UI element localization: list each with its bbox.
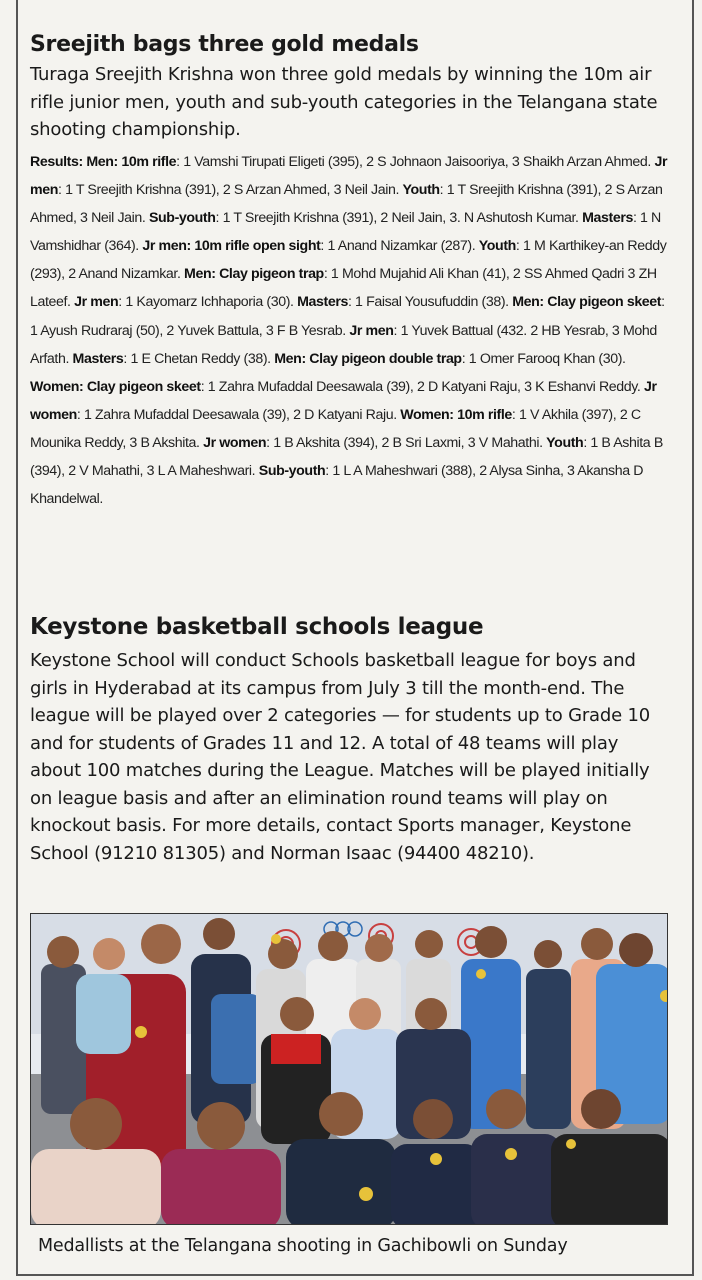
result-winners-text: : 1 Vamshi Tirupati Eligeti (395), 2 S Johnaon Jaisooriya, 3 Shaikh Arzan Ahmed. <box>176 154 655 170</box>
result-category-label: Sub-youth <box>148 210 216 227</box>
result-winners-text: : 1 N Vamshidhar (364). <box>30 210 661 255</box>
result-winners-text: : 1 T Sreejith Krishna (391), 2 S Arzan Ahmed, 3 Neil Jain. <box>30 182 663 227</box>
result-category-label: Jr men <box>349 322 394 339</box>
result-winners-text: : 1 B Ashita B (394), 2 V Mahathi, 3 L A Maheshwari. <box>30 434 663 480</box>
result-winners-text: : 1 B Akshita (394), 2 B Sri Laxmi, 3 V Mahathi. <box>266 434 547 451</box>
result-category-label: Jr women <box>203 434 267 451</box>
result-winners-text: : 1 Faisal Yousufuddin (38). <box>347 294 513 311</box>
result-category-label: Masters <box>297 294 348 311</box>
headline-sreejith: Sreejith bags three gold medals <box>30 32 419 57</box>
result-category-label: Youth <box>478 238 516 255</box>
result-winners-text: : 1 Anand Nizamkar (287). <box>320 238 479 255</box>
result-winners-text: : 1 Mohd Mujahid Ali Khan (41), 2 SS Ahmed Qadri 3 ZH Lateef. <box>30 266 657 311</box>
result-winners-text: : 1 T Sreejith Krishna (391), 2 S Arzan Ahmed, 3 Neil Jain. <box>57 182 403 199</box>
result-category-label: Results: Men: 10m rifle <box>30 154 177 170</box>
result-category-label: Women: 10m rifle <box>400 406 512 423</box>
result-category-label: Youth <box>402 182 440 199</box>
result-winners-text: : 1 Omer Farooq Khan (30). <box>461 350 626 367</box>
result-winners-text: : 1 Yuvek Battual (432. 2 HB Yesrab, 3 Mohd Arfath. <box>30 322 657 367</box>
medallists-photo <box>30 913 668 1225</box>
clipped-previous-text <box>30 0 670 6</box>
result-winners-text: : 1 E Chetan Reddy (38). <box>123 350 275 367</box>
lead-paragraph-sreejith: Turaga Sreejith Krishna won three gold medals by winning the 10m air rifle junior men, youth and sub-youth categories in the Telangana state shooting championship. <box>30 64 658 140</box>
result-category-label: Jr men <box>30 154 668 199</box>
result-winners-text: : 1 L A Maheshwari (388), 2 Alysa Sinha, 3 Akansha D Khandelwal. <box>30 463 644 508</box>
result-category-label: Men: Clay pigeon double trap <box>274 350 462 367</box>
result-winners-text: : 1 T Sreejith Krishna (391), 2 Neil Jain, 3. N Ashutosh Kumar. <box>215 210 583 227</box>
result-winners-text: : 1 M Karthikey-an Reddy (293), 2 Anand Nizamkar. <box>30 238 667 283</box>
result-winners-text: : 1 Kayomarz Ichhaporia (30). <box>118 294 298 311</box>
body-paragraph-keystone: Keystone School will conduct Schools basketball league for boys and girls in Hyderabad at its campus from July 3 till the month-end. The league will be played over 2 categories — for students up to Grade 10 and for students of Grades 11 and 12. A total of 48 teams will play about 100 matches during the League. Matches will be played initially on league basis and after an elimination round teams will play on knockout basis. For more details, contact Sports manager, Keystone School (91210 81305) and Norman Isaac (94400 48210). <box>30 650 650 864</box>
result-category-label: Masters <box>72 350 124 367</box>
result-category-label: Youth <box>546 434 584 451</box>
result-category-label: Jr men: 10m rifle open sight <box>142 238 321 255</box>
result-category-label: Jr men <box>74 294 119 311</box>
photo-illustration <box>31 914 668 1225</box>
result-category-label: Sub-youth <box>258 463 326 480</box>
result-winners-text: : 1 Zahra Mufaddal Deesawala (39), 2 D Katyani Raju. <box>76 406 401 423</box>
result-category-label: Men: Clay pigeon skeet <box>512 294 662 311</box>
result-winners-text: : 1 Ayush Rudraraj (50), 2 Yuvek Battula, 3 F B Yesrab. <box>30 294 665 339</box>
result-category-label: Women: Clay pigeon skeet <box>30 378 201 395</box>
result-category-label: Men: Clay pigeon trap <box>184 266 324 283</box>
result-winners-text: : 1 V Akhila (397), 2 C Mounika Reddy, 3 B Akshita. <box>30 406 641 451</box>
result-category-label: Masters <box>582 210 633 227</box>
results-paragraph <box>30 148 672 513</box>
result-winners-text: : 1 Zahra Mufaddal Deesawala (39), 2 D Katyani Raju, 3 K Eshanvi Reddy. <box>200 378 644 395</box>
photo-caption: Medallists at the Telangana shooting in Gachibowli on Sunday <box>38 1236 568 1256</box>
headline-keystone: Keystone basketball schools league <box>30 614 484 640</box>
result-category-label: Jr women <box>30 378 657 423</box>
